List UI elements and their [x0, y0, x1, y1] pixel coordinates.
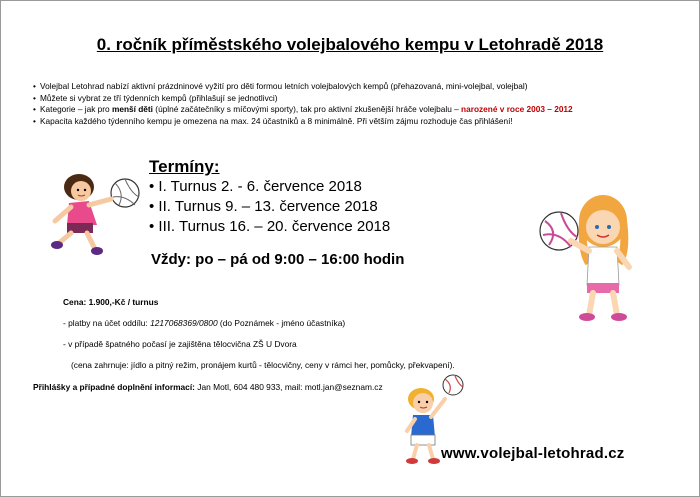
contact-details: Jan Motl, 604 480 933, mail: motl.jan@seznam.cz [194, 382, 383, 392]
website-link[interactable]: www.volejbal-letohrad.cz [441, 445, 625, 462]
account-number: 1217068369/0800 [150, 318, 218, 328]
birth-years-highlight: narozené v roce 2003 – 2012 [461, 104, 573, 114]
girl-volleyball-right-illustration [537, 191, 641, 327]
list-item: • Volejbal Letohrad nabízí aktivní prázdninové vyžití pro děti formou letních volejbalových kempů (přehazovaná, mini-volejbal, volejbal) [33, 81, 673, 93]
term-item: • III. Turnus 16. – 20. července 2018 [149, 217, 390, 237]
terms-list [149, 177, 390, 237]
boy-volleyball-illustration [399, 373, 469, 465]
girl-volleyball-left-illustration [45, 169, 149, 261]
weather-note: - v případě špatného počasí je zajištěna tělocvična ZŠ U Dvora [63, 339, 297, 349]
payment: - platby na účet oddílu: 1217068369/0800 (do Poznámek - jméno účastníka) [63, 318, 346, 328]
page-title: 0. ročník příměstského volejbalového kempu v Letohradě 2018 [96, 35, 604, 54]
contact [33, 382, 383, 392]
list-item: • Kategorie – jak pro menší děti (úplné začátečníky s míčovými sporty), tak pro aktivní zkušenější hráče volejbalu – narozené v roce 2003 – 2012 [33, 104, 673, 116]
highlight-small-kids: menší děti [111, 104, 153, 114]
term-item: • I. Turnus 2. - 6. července 2018 [149, 177, 390, 197]
price: Cena: 1.900,-Kč / turnus [63, 297, 159, 307]
terms-section [149, 157, 390, 237]
contact-label: Přihlášky a případné doplnění informací: [33, 382, 195, 392]
list-item: • Kapacita každého týdenního kempu je omezena na max. 24 účastníků a 8 minimálně. Při větším zájmu rozhoduje čas přihlášení! [33, 116, 673, 128]
intro-list [33, 81, 673, 127]
price-includes: (cena zahrnuje: jídlo a pitný režim, pronájem kurtů - tělocvičny, ceny v rámci her, pomůcky, překvapení). [71, 360, 455, 370]
terms-heading: Termíny: [149, 157, 220, 176]
info-section [63, 297, 455, 381]
schedule: Vždy: po – pá od 9:00 – 16:00 hodin [151, 251, 405, 268]
list-item: • Můžete si vybrat ze tří týdenních kempů (přihlašují se jednotlivci) [33, 93, 673, 105]
term-item: • II. Turnus 9. – 13. července 2018 [149, 197, 390, 217]
